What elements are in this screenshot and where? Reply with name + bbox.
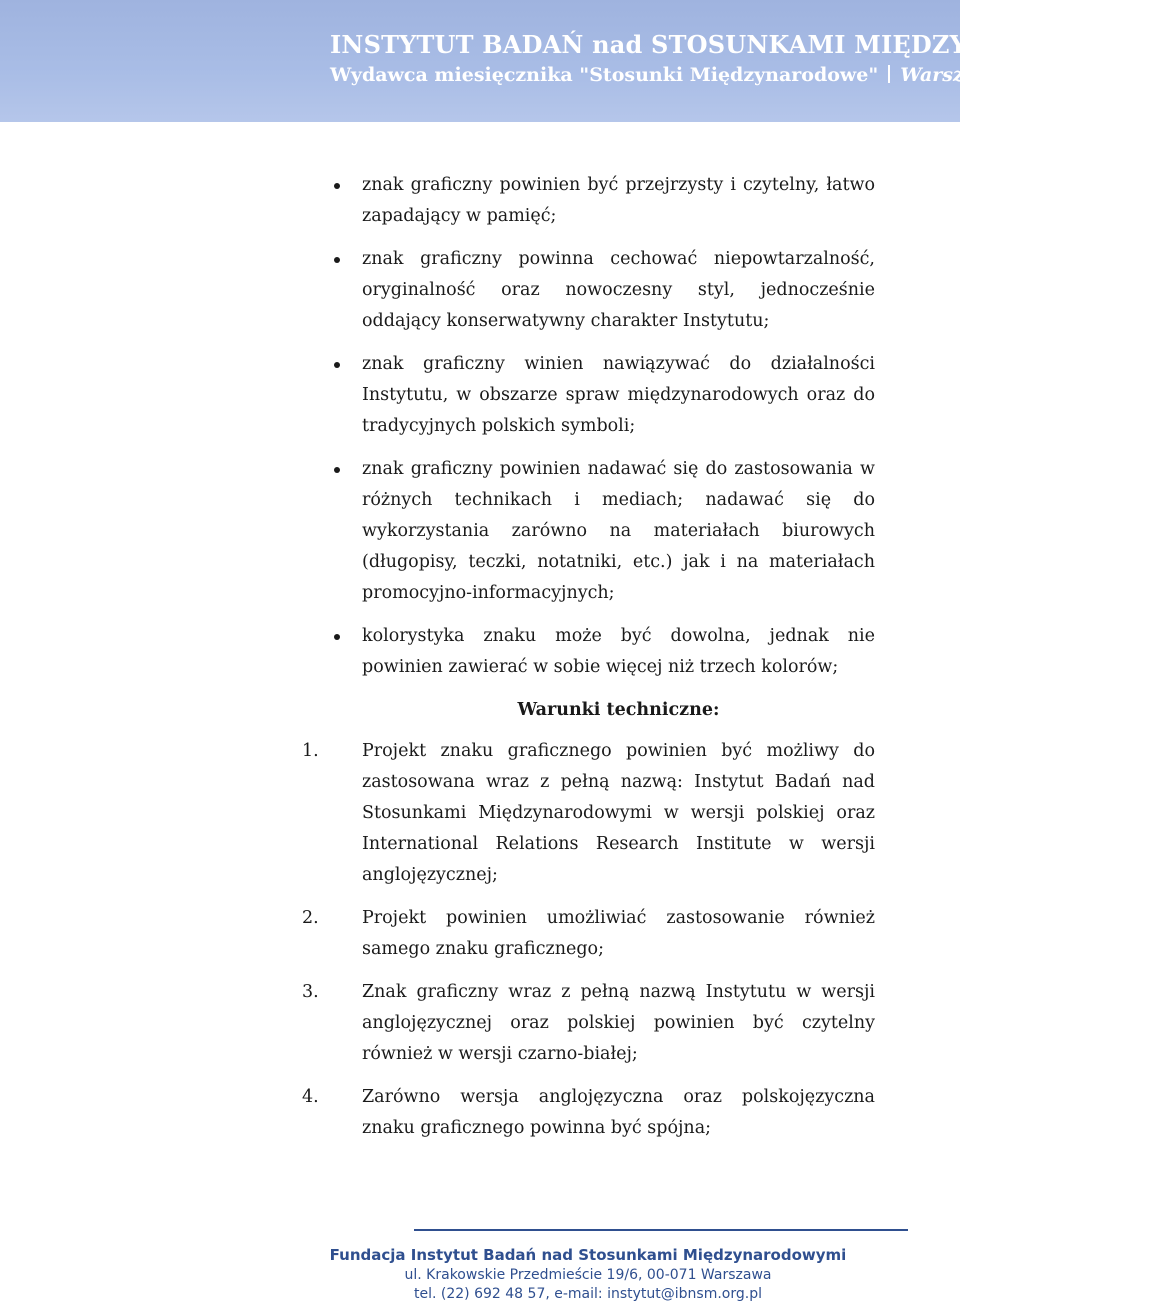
- numbered-item-text: Projekt znaku graficznego powinien być możliwy do zastosowana wraz z pełną nazwą: Instytut Badań nad Stosunkami Międzynarodowymi w wersji polskiej oraz International Relations Research Institute w wersji anglojęzycznej;: [362, 741, 875, 885]
- technical-conditions-list: [300, 736, 875, 1144]
- item-number: 3.: [302, 982, 319, 1002]
- foundation-name: Fundacja Instytut Badań nad Stosunkami Międzynarodowymi: [329, 1246, 847, 1264]
- footer-divider: [414, 1229, 908, 1231]
- numbered-item: [300, 903, 875, 965]
- list-item: [300, 454, 875, 609]
- item-number: 1.: [302, 741, 319, 761]
- document-body: [300, 170, 875, 1156]
- bullet-icon: [334, 467, 340, 473]
- list-item: [300, 244, 875, 337]
- bullet-icon: [334, 183, 340, 189]
- list-item: [300, 621, 875, 683]
- list-item-text: znak graficzny powinien być przejrzysty i czytelny, łatwo zapadający w pamięć;: [362, 175, 875, 226]
- publisher-text: Wydawca miesięcznika "Stosunki Międzynarodowe": [330, 64, 879, 86]
- bullet-icon: [334, 257, 340, 263]
- numbered-item: [300, 1082, 875, 1144]
- list-item: [300, 349, 875, 442]
- numbered-item-text: Zarówno wersja anglojęzyczna oraz polskojęzyczna znaku graficznego powinna być spójna;: [362, 1087, 875, 1138]
- bullet-icon: [334, 362, 340, 368]
- publisher-line: [330, 64, 1005, 86]
- letterhead-banner: [0, 0, 1174, 122]
- divider: [888, 65, 890, 83]
- numbered-item: [300, 736, 875, 891]
- numbered-item: [300, 977, 875, 1070]
- city-name: Warszawa: [900, 64, 1005, 86]
- numbered-item-text: Projekt powinien umożliwiać zastosowanie również samego znaku graficznego;: [362, 908, 875, 959]
- list-item-text: znak graficzny powinien nadawać się do zastosowania w różnych technikach i mediach; nadawać się do wykorzystania zarówno na materiałach biurowych (długopisy, teczki, notatniki, etc.) jak i na materiałach promocyjno-informacyjnych;: [362, 459, 875, 603]
- footer: [300, 1244, 876, 1304]
- section-heading: Warunki techniczne:: [517, 700, 720, 720]
- item-number: 4.: [302, 1087, 319, 1107]
- bullet-icon: [334, 634, 340, 640]
- list-item-text: kolorystyka znaku może być dowolna, jednak nie powinien zawierać w sobie więcej niż trzech kolorów;: [362, 626, 875, 677]
- numbered-item-text: Znak graficzny wraz z pełną nazwą Instytutu w wersji anglojęzycznej oraz polskiej powinien być czytelny również w wersji czarno-białej;: [362, 982, 875, 1064]
- list-item-text: znak graficzny powinna cechować niepowtarzalność, oryginalność oraz nowoczesny styl, jednocześnie oddający konserwatywny charakter Instytutu;: [362, 249, 875, 331]
- address: ul. Krakowskie Przedmieście 19/6, 00-071 Warszawa: [404, 1267, 772, 1283]
- institute-name: INSTYTUT BADAŃ nad STOSUNKAMI MIĘDZYNARODOWYMI: [330, 30, 1174, 59]
- contact-info: tel. (22) 692 48 57, e-mail: instytut@ibnsm.org.pl: [414, 1286, 762, 1302]
- list-item-text: znak graficzny winien nawiązywać do działalności Instytutu, w obszarze spraw międzynarodowych oraz do tradycyjnych polskich symboli;: [362, 354, 875, 436]
- item-number: 2.: [302, 908, 319, 928]
- requirements-list: [300, 170, 875, 683]
- list-item: [300, 170, 875, 232]
